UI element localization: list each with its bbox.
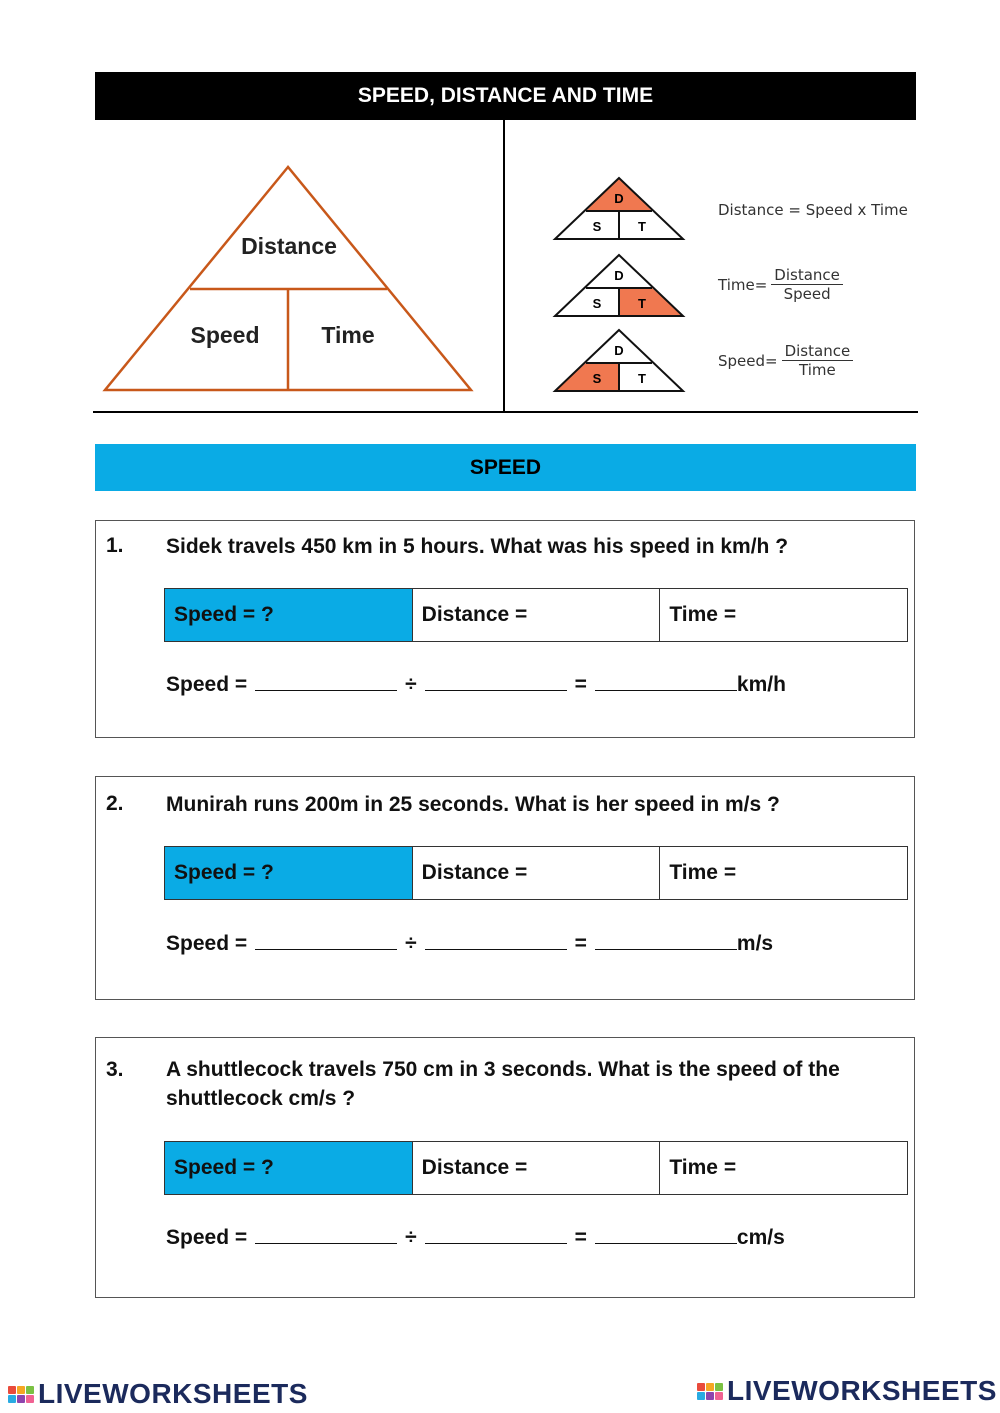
- divide-sign: ÷: [405, 932, 417, 955]
- divide-sign: ÷: [405, 1226, 417, 1249]
- answer-blank-time[interactable]: [425, 1227, 567, 1244]
- time-cell[interactable]: Time =: [669, 1156, 737, 1179]
- letter-s: S: [592, 371, 602, 386]
- formula-time-prefix: Time=: [718, 275, 768, 294]
- answer-blank-speed[interactable]: [595, 1227, 737, 1244]
- formula-time: [718, 266, 843, 303]
- small-triangle-time: [552, 252, 686, 320]
- speed-cell: Speed = ?: [165, 847, 413, 899]
- letter-d: D: [614, 343, 624, 358]
- small-triangle-speed: [552, 327, 686, 395]
- letter-t: T: [638, 371, 646, 386]
- distance-cell[interactable]: Distance =: [413, 847, 661, 899]
- vertical-divider: [503, 120, 505, 412]
- letter-s: S: [592, 296, 602, 311]
- question-text: Munirah runs 200m in 25 seconds. What is her speed in m/s ?: [166, 793, 780, 816]
- answer-blank-speed[interactable]: [595, 674, 737, 691]
- liveworksheets-logo-right: [697, 1375, 997, 1407]
- answer-blank-distance[interactable]: [255, 674, 397, 691]
- speed-cell: Speed = ?: [165, 589, 413, 641]
- question-3-box: [95, 1037, 915, 1298]
- formula-time-numerator: Distance: [771, 266, 843, 285]
- question-number: 1.: [106, 534, 124, 557]
- small-triangle-distance: [552, 175, 686, 243]
- equals-sign: =: [574, 932, 587, 955]
- brand-text: LIVEWORKSHEETS: [38, 1378, 308, 1409]
- time-cell[interactable]: Time =: [669, 603, 737, 626]
- letter-t: T: [638, 219, 646, 234]
- formula-speed-denominator: Time: [799, 361, 836, 379]
- letter-s: S: [592, 219, 602, 234]
- speed-cell: Speed = ?: [165, 1142, 413, 1194]
- liveworksheets-logo-left: [8, 1378, 308, 1410]
- answer-blank-time[interactable]: [425, 674, 567, 691]
- answer-table: [164, 1141, 908, 1195]
- horizontal-divider: [93, 411, 918, 413]
- answer-blank-time[interactable]: [425, 933, 567, 950]
- formula-time-fraction: [771, 266, 843, 303]
- speed-formula-line: [166, 673, 786, 697]
- answer-table: [164, 588, 908, 642]
- triangle-distance-label: Distance: [241, 233, 337, 259]
- triangle-speed-label: Speed: [190, 322, 260, 348]
- formula-speed-numerator: Distance: [782, 342, 854, 361]
- formula-prefix: Speed =: [166, 932, 248, 955]
- formula-speed: [718, 342, 853, 379]
- formula-prefix: Speed =: [166, 1226, 248, 1249]
- letter-d: D: [614, 191, 624, 206]
- question-number: 3.: [106, 1058, 124, 1081]
- unit-label: m/s: [736, 932, 774, 955]
- formula-prefix: Speed =: [166, 673, 248, 696]
- speed-formula-line: [166, 1226, 785, 1250]
- question-2-box: [95, 776, 915, 1000]
- letter-d: D: [614, 268, 624, 283]
- answer-blank-distance[interactable]: [255, 1227, 397, 1244]
- worksheet-title: SPEED, DISTANCE AND TIME: [95, 72, 916, 120]
- letter-t: T: [638, 296, 646, 311]
- answer-blank-speed[interactable]: [595, 933, 737, 950]
- answer-table: [164, 846, 908, 900]
- section-title: SPEED: [95, 444, 916, 491]
- divide-sign: ÷: [405, 673, 417, 696]
- question-text: A shuttlecock travels 750 cm in 3 seconds. What is the speed of the shuttlecock cm/s ?: [166, 1058, 840, 1110]
- unit-label: km/h: [736, 673, 786, 696]
- distance-speed-time-triangle: [100, 162, 476, 396]
- answer-blank-distance[interactable]: [255, 933, 397, 950]
- formula-speed-prefix: Speed=: [718, 351, 778, 370]
- equals-sign: =: [574, 673, 587, 696]
- triangle-time-label: Time: [321, 322, 375, 348]
- formula-time-denominator: Speed: [783, 285, 831, 303]
- formula-speed-fraction: [782, 342, 854, 379]
- question-number: 2.: [106, 792, 124, 815]
- brand-text: LIVEWORKSHEETS: [727, 1375, 997, 1406]
- unit-label: cm/s: [736, 1226, 785, 1249]
- formula-distance: Distance = Speed x Time: [718, 201, 908, 219]
- distance-cell[interactable]: Distance =: [413, 589, 661, 641]
- distance-cell[interactable]: Distance =: [413, 1142, 661, 1194]
- liveworksheets-icon: [697, 1383, 723, 1400]
- liveworksheets-icon: [8, 1386, 34, 1403]
- speed-formula-line: [166, 932, 773, 956]
- question-text: Sidek travels 450 km in 5 hours. What was his speed in km/h ?: [166, 535, 789, 558]
- equals-sign: =: [574, 1226, 587, 1249]
- question-1-box: [95, 520, 915, 738]
- time-cell[interactable]: Time =: [669, 861, 737, 884]
